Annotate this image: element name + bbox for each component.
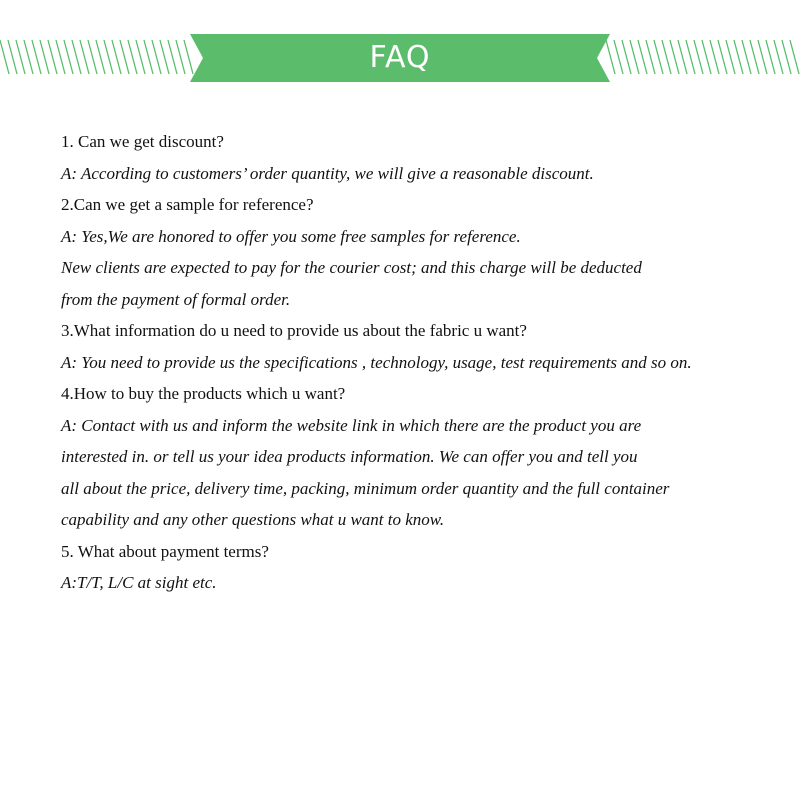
- hatch-stroke: [654, 40, 663, 74]
- hatch-right-decoration: [606, 40, 799, 74]
- hatch-stroke: [112, 40, 121, 74]
- hatch-stroke: [64, 40, 73, 74]
- hatch-stroke: [750, 40, 759, 74]
- hatch-stroke: [678, 40, 687, 74]
- hatch-stroke: [718, 40, 727, 74]
- hatch-stroke: [622, 40, 631, 74]
- hatch-stroke: [168, 40, 177, 74]
- hatch-stroke: [630, 40, 639, 74]
- hatch-stroke: [80, 40, 89, 74]
- faq-question: 5. What about payment terms?: [61, 541, 269, 561]
- hatch-stroke: [96, 40, 105, 74]
- hatch-stroke: [694, 40, 703, 74]
- hatch-stroke: [120, 40, 129, 74]
- hatch-stroke: [686, 40, 695, 74]
- hatch-stroke: [766, 40, 775, 74]
- hatch-stroke: [646, 40, 655, 74]
- faq-banner: [0, 34, 800, 84]
- hatch-stroke: [160, 40, 169, 74]
- faq-answer-line: interested in. or tell us your idea products information. We can offer you and tell you: [61, 447, 638, 466]
- hatch-stroke: [790, 40, 799, 74]
- hatch-stroke: [614, 40, 623, 74]
- hatch-stroke: [48, 40, 57, 74]
- hatch-stroke: [702, 40, 711, 74]
- hatch-stroke: [152, 40, 161, 74]
- faq-answer-line: A: According to customers’ order quantity, we will give a reasonable discount.: [61, 163, 594, 183]
- hatch-stroke: [8, 40, 17, 74]
- hatch-stroke: [16, 40, 25, 74]
- faq-answer-line: from the payment of formal order.: [61, 289, 291, 309]
- hatch-stroke: [24, 40, 33, 74]
- page-title: FAQ: [369, 40, 431, 75]
- hatch-stroke: [734, 40, 743, 74]
- hatch-stroke: [128, 40, 137, 74]
- hatch-stroke: [726, 40, 735, 74]
- hatch-stroke: [742, 40, 751, 74]
- hatch-stroke: [72, 40, 81, 74]
- hatch-stroke: [782, 40, 791, 74]
- hatch-stroke: [176, 40, 185, 74]
- faq-answer-line: capability and any other questions what u want to know.: [61, 510, 445, 529]
- hatch-stroke: [104, 40, 113, 74]
- hatch-stroke: [662, 40, 671, 74]
- hatch-stroke: [710, 40, 719, 74]
- faq-answer-line: New clients are expected to pay for the courier cost; and this charge will be deducted: [61, 258, 642, 277]
- faq-answer-line: A: You need to provide us the specifications , technology, usage, test requirements and so on.: [61, 352, 692, 372]
- faq-answer-line: A: Contact with us and inform the website link in which there are the product you are: [61, 415, 642, 435]
- faq-answer-line: all about the price, delivery time, packing, minimum order quantity and the full container: [61, 478, 670, 498]
- faq-answer-line: A:T/T, L/C at sight etc.: [61, 573, 217, 592]
- faq-question: 2.Can we get a sample for reference?: [61, 195, 314, 214]
- faq-list: [61, 126, 781, 599]
- hatch-stroke: [670, 40, 679, 74]
- hatch-stroke: [774, 40, 783, 74]
- faq-question: 4.How to buy the products which u want?: [61, 384, 346, 403]
- hatch-stroke: [638, 40, 647, 74]
- hatch-stroke: [144, 40, 153, 74]
- hatch-left-decoration: [0, 40, 193, 74]
- hatch-stroke: [88, 40, 97, 74]
- hatch-stroke: [136, 40, 145, 74]
- hatch-stroke: [758, 40, 767, 74]
- hatch-stroke: [32, 40, 41, 74]
- hatch-stroke: [40, 40, 49, 74]
- faq-answer-line: A: Yes,We are honored to offer you some free samples for reference.: [61, 226, 521, 246]
- hatch-stroke: [56, 40, 65, 74]
- faq-question: 3.What information do u need to provide us about the fabric u want?: [61, 321, 527, 340]
- hatch-stroke: [0, 40, 9, 74]
- faq-question: 1. Can we get discount?: [61, 132, 224, 151]
